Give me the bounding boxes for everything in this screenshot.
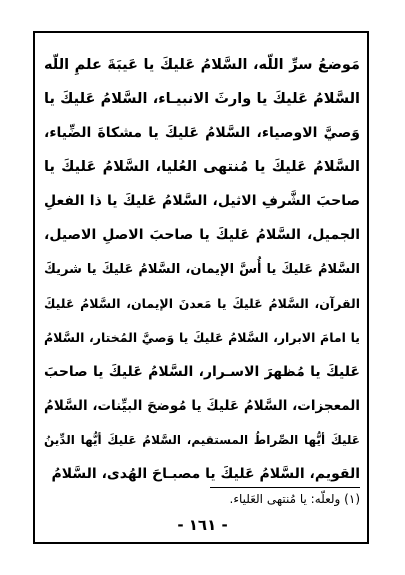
text-line: السَّلامُ عَليكَ يا أُسَّ الإيمان، السَّلامُ عَليكَ يا شريكَ <box>44 261 360 277</box>
text-line: وَصيَّ الاوصياء، السَّلامُ عَليكَ يا مشكاةَ الضِّياء، <box>44 125 360 142</box>
text-line: المعجزات، السَّلامُ عَليكَ يا مُوضحَ البيِّنات، السَّلامُ <box>44 397 360 414</box>
text-line: مَوضعُ سرِّ اللّه، السَّلامُ عَليكَ يا عَيبَةَ علمِ اللّه <box>44 57 360 73</box>
text-line: عَليكَ يا مُظهرَ الاسـرار، السَّلامُ عَليكَ يا صاحبَ <box>44 363 360 380</box>
body-text <box>44 48 360 491</box>
text-line: عَليكَ أيُّها الصِّراطُ المستقيم، السَّلامُ عَليكَ أيُّها الدِّينُ <box>44 433 360 448</box>
footnote-divider <box>210 487 360 488</box>
footnote: (١) ولعلّه: يا مُنتهى العَلياء. <box>229 492 360 506</box>
text-line: القرآن، السَّلامُ عَليكَ يا مَعدنَ الإيمان، السَّلامُ عَليكَ <box>44 295 360 311</box>
text-line: يا امامَ الابرار، السَّلامُ عَليكَ يا وَصيَّ المُختار، السَّلامُ <box>44 329 360 345</box>
text-line: صاحبَ الشَّرفِ الاثيل، السَّلامُ عَليكَ يا ذا الفعلِ <box>44 193 360 210</box>
text-line: الجميل، السَّلامُ عَليكَ يا صاحبَ الاصلِ الاصيل، <box>44 227 360 244</box>
text-line: السَّلامُ عَليكَ يا مُنتهى العُليا، السَّلامُ عَليكَ يا <box>44 159 360 176</box>
page-number: - ١٦١ - <box>177 516 228 534</box>
text-line: القويم، السَّلامُ عَليكَ يا مصبـاحَ الهُدى، السَّلامُ <box>51 466 360 483</box>
text-line: السَّلامُ عَليكَ يا وارثَ الانبيـاء، السَّلامُ عَليكَ يا <box>44 91 360 108</box>
